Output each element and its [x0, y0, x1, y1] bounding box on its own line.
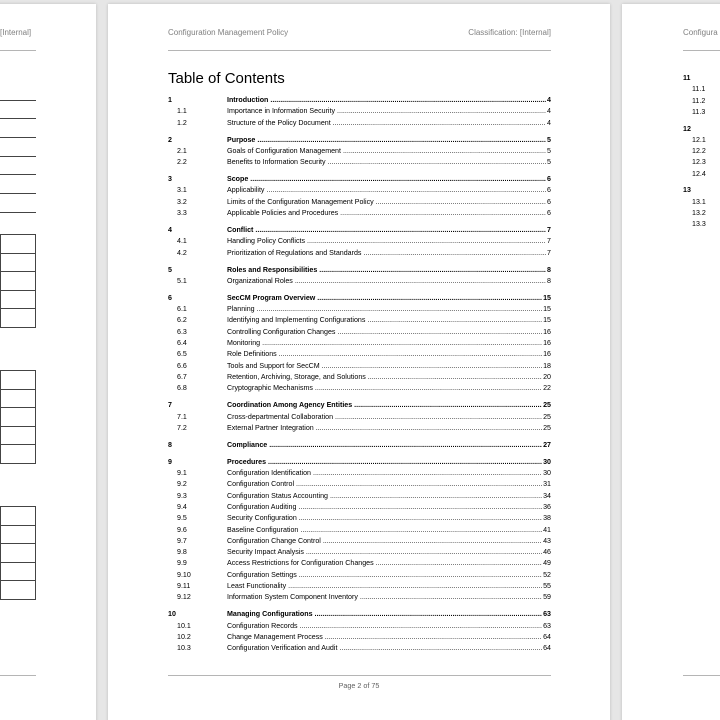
- toc-section-entry[interactable]: [168, 400, 551, 411]
- toc-subsection-number: 11.3: [692, 107, 706, 116]
- toc-entry-title-leader: [227, 265, 551, 276]
- toc-entry-title: Organizational Roles: [227, 276, 293, 285]
- toc-entry-number: 9.9: [177, 559, 187, 568]
- toc-subsection-entry[interactable]: [168, 248, 551, 259]
- toc-entry-page: 30: [542, 457, 551, 468]
- toc-entry-page: 30: [542, 468, 551, 479]
- toc-entry-page: 7: [546, 225, 551, 236]
- toc-entry-title: Cryptographic Mechanisms: [227, 384, 313, 393]
- toc-entry-page: 5: [546, 135, 551, 146]
- toc-subsection-number: 12.4: [692, 169, 706, 178]
- toc-entry-title: Configuration Identification: [227, 469, 311, 478]
- table-of-contents: [168, 95, 551, 655]
- toc-entry-title: Monitoring: [227, 339, 261, 348]
- toc-entry-title-leader: [227, 185, 551, 196]
- toc-section-number: 11: [683, 74, 691, 82]
- toc-entry-number: 9.5: [177, 514, 187, 523]
- toc-entry-number: 10: [168, 610, 176, 619]
- header-rule: [168, 50, 551, 51]
- toc-entry-title: Baseline Configuration: [227, 525, 299, 534]
- left-page-table-3: [0, 506, 36, 600]
- header-right: Classification: [Internal]: [468, 28, 551, 37]
- toc-entry-number: 6.4: [177, 339, 187, 348]
- toc-entry-title-leader: [227, 592, 551, 603]
- toc-subsection-number: 11.2: [692, 96, 706, 105]
- toc-section-entry[interactable]: [168, 225, 551, 236]
- toc-entry-page: 38: [542, 513, 551, 524]
- toc-subsection-entry[interactable]: [168, 592, 551, 603]
- toc-entry-title-leader: [227, 106, 551, 117]
- toc-entry-title-leader: [227, 479, 551, 490]
- right-page-header: Configura: [683, 28, 718, 37]
- toc-entry-page: 8: [546, 276, 551, 287]
- left-page-header-rule: [0, 50, 36, 51]
- toc-entry-title: Access Restrictions for Configuration Changes: [227, 559, 374, 568]
- toc-entry-page: 25: [542, 423, 551, 434]
- toc-entry-title-leader: [227, 457, 551, 468]
- toc-entry-title: Role Definitions: [227, 350, 277, 359]
- toc-entry-page: 5: [546, 157, 551, 168]
- toc-entry-title-leader: [227, 225, 551, 236]
- toc-entry-title-leader: [227, 236, 551, 247]
- toc-entry-page: 34: [542, 491, 551, 502]
- toc-entry-page: 18: [542, 361, 551, 372]
- toc-subsection-entry[interactable]: [168, 491, 551, 502]
- toc-entry-number: 3.3: [177, 209, 187, 218]
- toc-entry-number: 9.6: [177, 525, 187, 534]
- toc-subsection-entry[interactable]: [168, 276, 551, 287]
- toc-entry-number: 10.2: [177, 632, 191, 641]
- toc-entry-title: Identifying and Implementing Configurations: [227, 316, 366, 325]
- toc-entry-title: Managing Configurations: [227, 610, 313, 619]
- toc-entry-page: 64: [542, 632, 551, 643]
- toc-entry-page: 41: [542, 525, 551, 536]
- toc-entry-number: 9.12: [177, 593, 191, 602]
- toc-subsection-entry[interactable]: [168, 536, 551, 547]
- left-page-footer-rule: [0, 675, 36, 676]
- toc-subsection-entry[interactable]: [168, 361, 551, 372]
- toc-entry-title: Configuration Control: [227, 480, 295, 489]
- toc-entry-page: 16: [542, 349, 551, 360]
- toc-entry-page: 7: [546, 248, 551, 259]
- toc-entry-page: 36: [542, 502, 551, 513]
- toc-entry-number: 4.1: [177, 237, 187, 246]
- toc-entry-title-leader: [227, 315, 551, 326]
- toc-entry-title-leader: [227, 547, 551, 558]
- toc-subsection-number: 13.3: [692, 220, 706, 229]
- toc-entry-title: Least Functionality: [227, 582, 287, 591]
- toc-entry-title: Change Management Process: [227, 632, 323, 641]
- toc-entry-title: Configuration Verification and Audit: [227, 644, 338, 653]
- toc-entry-title-leader: [227, 146, 551, 157]
- toc-entry-page: 27: [542, 440, 551, 451]
- toc-entry-number: 5: [168, 265, 172, 274]
- toc-subsection-number: 12.3: [692, 158, 706, 167]
- toc-section-entry[interactable]: [168, 95, 551, 106]
- toc-subsection-entry[interactable]: [168, 423, 551, 434]
- toc-entry-title-leader: [227, 327, 551, 338]
- toc-entry-page: 6: [546, 208, 551, 219]
- toc-entry-title: Scope: [227, 175, 249, 184]
- toc-section-entry[interactable]: [168, 609, 551, 620]
- footer-rule: [168, 675, 551, 676]
- toc-entry-number: 2: [168, 135, 172, 144]
- toc-entry-title-leader: [227, 248, 551, 259]
- toc-entry-number: 6.3: [177, 327, 187, 336]
- toc-subsection-entry[interactable]: [168, 236, 551, 247]
- toc-entry-number: 9.7: [177, 536, 187, 545]
- toc-entry-number: 9: [168, 457, 172, 466]
- toc-entry-title: Configuration Change Control: [227, 536, 321, 545]
- toc-entry-title-leader: [227, 157, 551, 168]
- current-page[interactable]: [108, 4, 610, 720]
- toc-entry-title-leader: [227, 491, 551, 502]
- toc-subsection-entry[interactable]: [168, 581, 551, 592]
- toc-section-entry[interactable]: [168, 265, 551, 276]
- toc-entry-page: 7: [546, 236, 551, 247]
- toc-entry-title: Introduction: [227, 96, 269, 104]
- toc-entry-title: Configuration Auditing: [227, 503, 297, 511]
- toc-entry-title: Compliance: [227, 440, 268, 449]
- toc-entry-title: SecCM Program Overview: [227, 293, 316, 302]
- toc-entry-title: Configuration Status Accounting: [227, 491, 328, 500]
- toc-entry-number: 6.7: [177, 372, 187, 381]
- toc-entry-title-leader: [227, 423, 551, 434]
- toc-entry-page: 6: [546, 174, 551, 185]
- toc-entry-page: 15: [542, 293, 551, 304]
- left-page-header: [Internal]: [0, 28, 32, 37]
- toc-entry-title-leader: [227, 197, 551, 208]
- toc-entry-title-leader: [227, 468, 551, 479]
- toc-entry-title: Purpose: [227, 135, 256, 144]
- toc-entry-number: 10.1: [177, 621, 191, 630]
- toc-entry-title-leader: [227, 276, 551, 287]
- toc-subsection-entry[interactable]: [168, 372, 551, 383]
- toc-entry-title-leader: [227, 118, 551, 129]
- toc-entry-number: 8: [168, 440, 172, 449]
- toc-entry-title: Prioritization of Regulations and Standards: [227, 248, 362, 257]
- toc-entry-title: Limits of the Configuration Management Policy: [227, 197, 374, 206]
- toc-entry-number: 4: [168, 226, 172, 235]
- toc-entry-title: Tools and Support for SecCM: [227, 361, 320, 370]
- toc-subsection-entry[interactable]: [168, 146, 551, 157]
- toc-entry-page: 4: [546, 118, 551, 129]
- toc-subsection-entry[interactable]: [168, 525, 551, 536]
- toc-entry-title-leader: [227, 95, 551, 106]
- toc-entry-title: Retention, Archiving, Storage, and Solutions: [227, 372, 366, 381]
- toc-entry-title: Applicable Policies and Procedures: [227, 209, 339, 218]
- toc-entry-title-leader: [227, 502, 551, 513]
- toc-entry-number: 3.2: [177, 197, 187, 206]
- toc-entry-title: Applicability: [227, 186, 265, 195]
- toc-entry-title-leader: [227, 412, 551, 423]
- previous-page[interactable]: [0, 4, 96, 720]
- toc-entry-title-leader: [227, 440, 551, 451]
- toc-entry-number: 1: [168, 96, 172, 104]
- toc-entry-page: 25: [542, 400, 551, 411]
- toc-entry-number: 6.8: [177, 384, 187, 393]
- toc-entry-page: 25: [542, 412, 551, 423]
- toc-subsection-entry[interactable]: [168, 468, 551, 479]
- toc-subsection-entry[interactable]: [168, 558, 551, 569]
- toc-entry-page: 16: [542, 338, 551, 349]
- toc-entry-title-leader: [227, 174, 551, 185]
- toc-subsection-entry[interactable]: [168, 513, 551, 524]
- toc-entry-title-leader: [227, 632, 551, 643]
- toc-entry-title: Structure of the Policy Document: [227, 118, 331, 127]
- toc-subsection-entry[interactable]: [168, 570, 551, 581]
- toc-subsection-entry[interactable]: [168, 106, 551, 117]
- toc-entry-page: 4: [546, 95, 551, 106]
- next-page[interactable]: [622, 4, 720, 720]
- toc-entry-title: Benefits to Information Security: [227, 158, 326, 167]
- toc-entry-title: Configuration Records: [227, 621, 298, 630]
- toc-subsection-entry[interactable]: [168, 118, 551, 129]
- toc-entry-number: 4.2: [177, 248, 187, 257]
- toc-entry-number: 9.11: [177, 582, 191, 591]
- toc-entry-title-leader: [227, 570, 551, 581]
- toc-entry-title-leader: [227, 558, 551, 569]
- toc-entry-title: Cross-departmental Collaboration: [227, 412, 334, 421]
- toc-entry-title: Security Configuration: [227, 514, 297, 523]
- toc-entry-number: 7: [168, 401, 172, 410]
- toc-subsection-entry[interactable]: [168, 185, 551, 196]
- toc-entry-page: 15: [542, 304, 551, 315]
- toc-entry-number: 7.1: [177, 412, 187, 421]
- toc-entry-title: Procedures: [227, 457, 267, 466]
- toc-entry-number: 9.1: [177, 469, 187, 478]
- toc-entry-page: 15: [542, 315, 551, 326]
- page-number-footer: Page 2 of 75: [338, 681, 380, 690]
- toc-entry-page: 31: [542, 479, 551, 490]
- toc-subsection-number: 12.1: [692, 135, 706, 144]
- toc-subsection-entry[interactable]: [168, 208, 551, 219]
- toc-subsection-entry[interactable]: [168, 621, 551, 632]
- toc-entry-page: 46: [542, 547, 551, 558]
- toc-entry-title: Planning: [227, 305, 255, 314]
- toc-subsection-number: 11.1: [692, 85, 706, 94]
- toc-entry-title: Conflict: [227, 226, 254, 235]
- toc-entry-page: 5: [546, 146, 551, 157]
- toc-entry-page: 49: [542, 558, 551, 569]
- toc-entry-number: 9.2: [177, 480, 187, 489]
- toc-section-number: 13: [683, 186, 691, 195]
- toc-entry-title: Goals of Configuration Management: [227, 146, 341, 155]
- toc-subsection-entry[interactable]: [168, 383, 551, 394]
- toc-section-number: 12: [683, 124, 691, 133]
- toc-title: Table of Contents: [168, 70, 285, 87]
- toc-entry-number: 6.5: [177, 350, 187, 359]
- toc-entry-number: 9.4: [177, 503, 187, 511]
- toc-entry-title: Information System Component Inventory: [227, 593, 358, 602]
- toc-entry-page: 6: [546, 197, 551, 208]
- toc-entry-title-leader: [227, 609, 551, 620]
- toc-entry-title-leader: [227, 621, 551, 632]
- toc-entry-page: 22: [542, 383, 551, 394]
- toc-entry-page: 4: [546, 106, 551, 117]
- toc-entry-number: 6.2: [177, 316, 187, 325]
- toc-subsection-number: 13.1: [692, 197, 706, 206]
- toc-entry-title-leader: [227, 643, 551, 654]
- toc-subsection-entry[interactable]: [168, 502, 551, 513]
- toc-entry-title: Roles and Responsibilities: [227, 265, 318, 274]
- toc-subsection-entry[interactable]: [168, 338, 551, 349]
- toc-section-entry[interactable]: [168, 293, 551, 304]
- toc-entry-number: 6.6: [177, 361, 187, 370]
- toc-subsection-entry[interactable]: [168, 315, 551, 326]
- toc-entry-page: 63: [542, 609, 551, 620]
- toc-entry-title: Coordination Among Agency Entities: [227, 401, 353, 410]
- toc-section-entry[interactable]: [168, 135, 551, 146]
- toc-entry-number: 9.8: [177, 548, 187, 557]
- toc-entry-number: 3.1: [177, 186, 187, 195]
- toc-entry-page: 59: [542, 592, 551, 603]
- toc-section-entry[interactable]: [168, 440, 551, 451]
- toc-entry-number: 6.1: [177, 305, 187, 314]
- toc-entry-number: 5.1: [177, 276, 187, 285]
- toc-entry-page: 55: [542, 581, 551, 592]
- toc-entry-title-leader: [227, 383, 551, 394]
- toc-entry-title-leader: [227, 536, 551, 547]
- toc-subsection-entry[interactable]: [168, 327, 551, 338]
- toc-section-entry[interactable]: [168, 457, 551, 468]
- toc-entry-title-leader: [227, 135, 551, 146]
- toc-subsection-number: 13.2: [692, 208, 706, 217]
- toc-entry-number: 2.2: [177, 158, 187, 167]
- toc-entry-title: Configuration Settings: [227, 570, 297, 579]
- toc-entry-page: 43: [542, 536, 551, 547]
- right-page-header-rule: [683, 50, 720, 51]
- toc-entry-page: 52: [542, 570, 551, 581]
- toc-entry-title-leader: [227, 293, 551, 304]
- toc-subsection-entry[interactable]: [168, 632, 551, 643]
- toc-entry-number: 3: [168, 175, 172, 184]
- toc-subsection-entry[interactable]: [168, 157, 551, 168]
- toc-entry-title-leader: [227, 513, 551, 524]
- right-page-footer-rule: [683, 675, 720, 676]
- toc-entry-title: Importance in Information Security: [227, 107, 336, 116]
- toc-entry-title-leader: [227, 304, 551, 315]
- toc-entry-number: 6: [168, 293, 172, 302]
- toc-entry-page: 20: [542, 372, 551, 383]
- toc-entry-number: 10.3: [177, 644, 191, 653]
- toc-subsection-entry[interactable]: [168, 479, 551, 490]
- toc-entry-title-leader: [227, 208, 551, 219]
- toc-subsection-entry[interactable]: [168, 197, 551, 208]
- toc-subsection-entry[interactable]: [168, 547, 551, 558]
- toc-entry-title-leader: [227, 581, 551, 592]
- toc-entry-title: External Partner Integration: [227, 423, 314, 432]
- toc-entry-number: 2.1: [177, 146, 187, 155]
- toc-entry-title-leader: [227, 372, 551, 383]
- toc-entry-title-leader: [227, 525, 551, 536]
- toc-entry-number: 9.10: [177, 570, 191, 579]
- toc-subsection-entry[interactable]: [168, 643, 551, 654]
- toc-entry-title-leader: [227, 400, 551, 411]
- toc-subsection-entry[interactable]: [168, 304, 551, 315]
- toc-entry-title: Controlling Configuration Changes: [227, 327, 336, 336]
- toc-entry-page: 8: [546, 265, 551, 276]
- toc-entry-page: 6: [546, 185, 551, 196]
- toc-entry-page: 16: [542, 327, 551, 338]
- toc-entry-page: 63: [542, 621, 551, 632]
- toc-entry-number: 7.2: [177, 423, 187, 432]
- toc-subsection-number: 12.2: [692, 147, 706, 156]
- toc-entry-title: Handling Policy Conflicts: [227, 237, 306, 246]
- left-page-table-2: [0, 370, 36, 464]
- toc-entry-page: 64: [542, 643, 551, 654]
- toc-entry-number: 9.3: [177, 491, 187, 500]
- header-left: Configuration Management Policy: [168, 28, 289, 37]
- toc-subsection-entry[interactable]: [168, 349, 551, 360]
- toc-section-entry[interactable]: [168, 174, 551, 185]
- toc-entry-number: 1.1: [177, 107, 187, 116]
- toc-entry-title-leader: [227, 338, 551, 349]
- left-page-table-1: [0, 234, 36, 328]
- toc-subsection-entry[interactable]: [168, 412, 551, 423]
- toc-entry-number: 1.2: [177, 118, 187, 127]
- toc-entry-title-leader: [227, 361, 551, 372]
- toc-entry-title-leader: [227, 349, 551, 360]
- toc-entry-title: Security Impact Analysis: [227, 548, 304, 557]
